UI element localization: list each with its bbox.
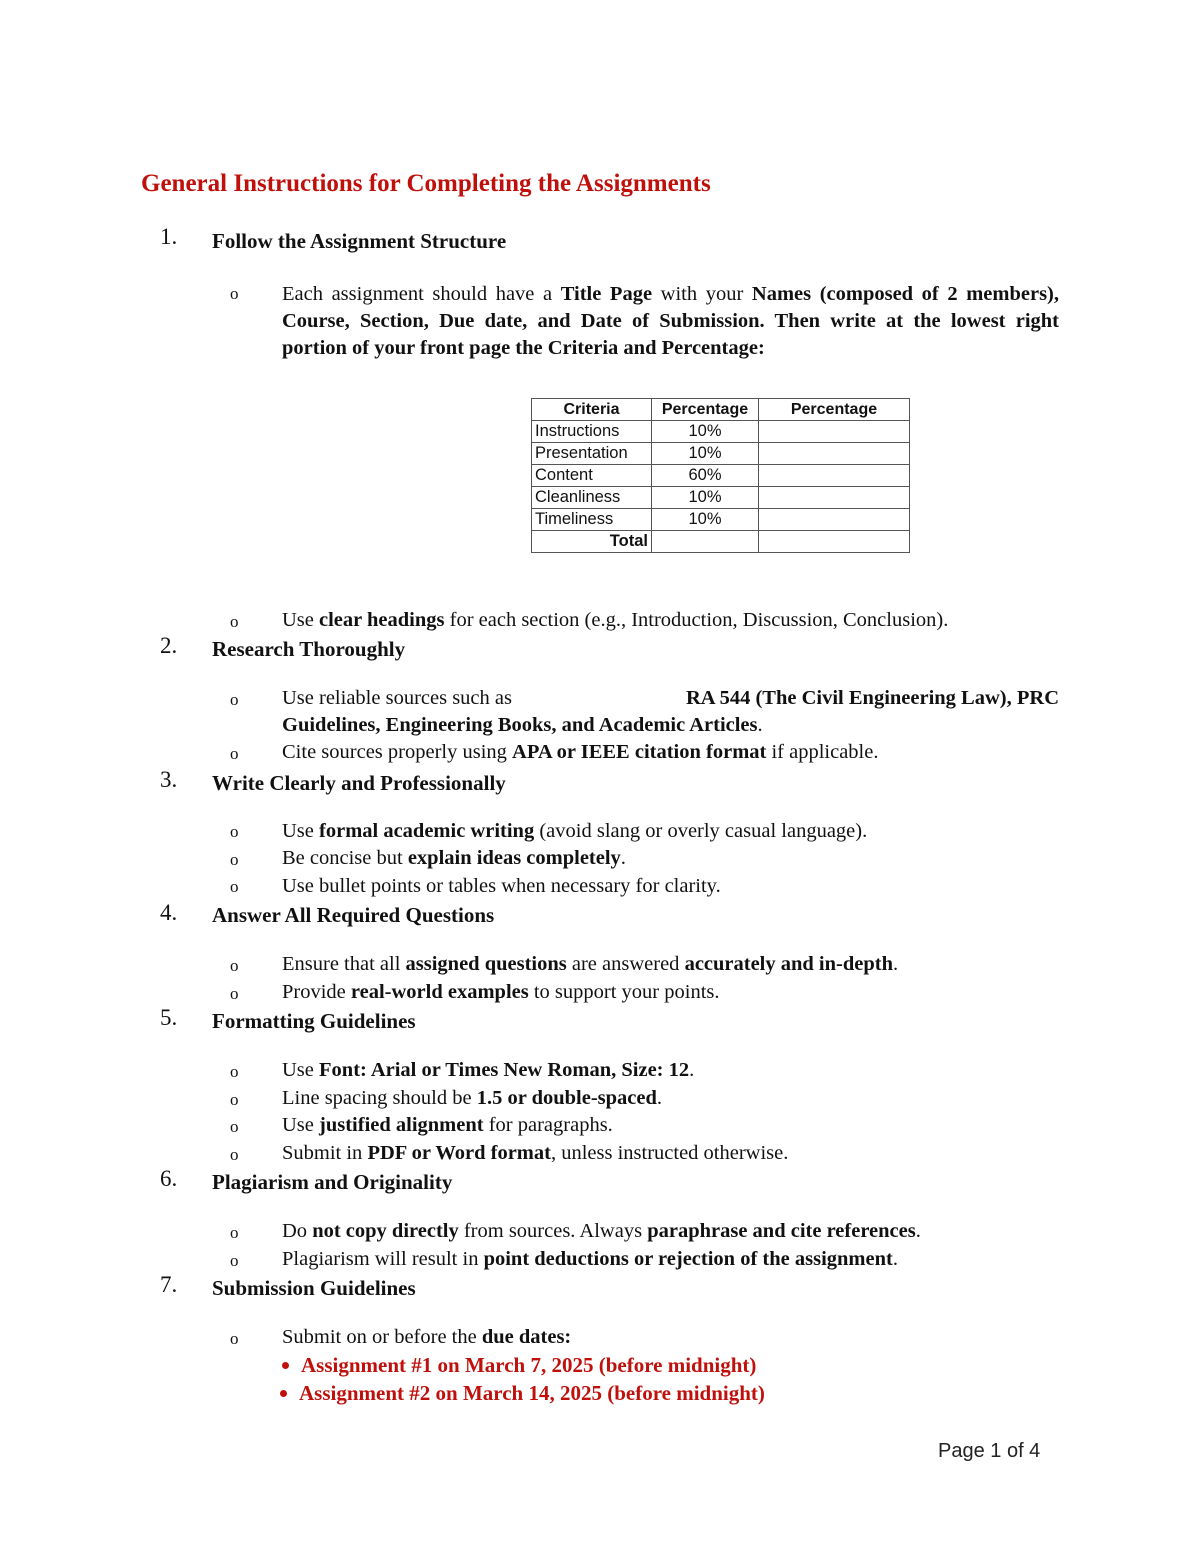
table-cell <box>759 465 910 487</box>
section-heading: Research Thoroughly <box>212 637 406 661</box>
bullet-icon: o <box>230 612 239 631</box>
section-number: 4. <box>160 900 178 925</box>
section-number: 2. <box>160 633 178 658</box>
list-item: Each assignment should have a Title Page with your Names (composed of 2 members), Course, Section, Due date, and Date of Submission. Then write at the lowest right portion of your front page the Criteria and Percentage: <box>282 283 1059 359</box>
bullet-icon: o <box>230 284 239 303</box>
bullet-icon: o <box>230 744 239 763</box>
list-item: Be concise but explain ideas completely. <box>282 847 626 869</box>
bullet-icon: o <box>230 1062 239 1081</box>
table-cell: 10% <box>652 509 759 531</box>
list-item: Use formal academic writing (avoid slang or overly casual language). <box>282 820 868 842</box>
bullet-icon: o <box>230 984 239 1003</box>
table-total-row <box>532 531 910 553</box>
list-item: Do not copy directly from sources. Always paraphrase and cite references. <box>282 1220 921 1242</box>
table-cell <box>759 421 910 443</box>
table-header: Percentage <box>652 399 759 421</box>
table-row <box>532 443 910 465</box>
section-number: 3. <box>160 767 178 792</box>
page-title: General Instructions for Completing the Assignments <box>141 170 711 197</box>
table-header-row <box>532 399 910 421</box>
bullet-icon: o <box>230 822 239 841</box>
table-cell <box>759 443 910 465</box>
list-item: Use clear headings for each section (e.g., Introduction, Discussion, Conclusion). <box>282 609 949 631</box>
list-item: Use Font: Arial or Times New Roman, Size: 12. <box>282 1059 695 1081</box>
table-cell: Cleanliness <box>532 487 652 509</box>
bullet-icon: o <box>230 877 239 896</box>
criteria-table <box>531 398 910 553</box>
section-number: 6. <box>160 1166 178 1191</box>
table-header: Criteria <box>532 399 652 421</box>
bullet-icon: o <box>230 1090 239 1109</box>
table-row <box>532 487 910 509</box>
bullet-icon: o <box>230 1117 239 1136</box>
list-item-continued: Guidelines, Engineering Books, and Academic Articles. <box>282 714 763 736</box>
section-number: 1. <box>160 224 178 249</box>
bullet-icon: o <box>230 1329 239 1348</box>
section-heading: Write Clearly and Professionally <box>212 771 506 795</box>
table-cell <box>759 487 910 509</box>
list-item: Ensure that all assigned questions are answered accurately and in-depth. <box>282 953 899 975</box>
list-item: Use justified alignment for paragraphs. <box>282 1114 613 1136</box>
table-cell <box>759 509 910 531</box>
bullet-icon: o <box>230 1223 239 1242</box>
section-heading: Submission Guidelines <box>212 1276 416 1300</box>
table-cell <box>759 531 910 553</box>
bullet-dot-icon <box>282 1362 289 1369</box>
list-item: Submit on or before the due dates: <box>282 1326 572 1348</box>
section-heading: Answer All Required Questions <box>212 903 495 927</box>
table-row <box>532 421 910 443</box>
due-date-item: Assignment #1 on March 7, 2025 (before midnight) <box>282 1353 756 1378</box>
table-cell: Content <box>532 465 652 487</box>
table-cell: Instructions <box>532 421 652 443</box>
bullet-icon: o <box>230 1251 239 1270</box>
table-cell: 60% <box>652 465 759 487</box>
section-heading: Follow the Assignment Structure <box>212 229 507 253</box>
list-item: Provide real-world examples to support your points. <box>282 981 720 1003</box>
table-cell: Presentation <box>532 443 652 465</box>
table-cell: Timeliness <box>532 509 652 531</box>
bullet-icon: o <box>230 956 239 975</box>
list-item: Cite sources properly using APA or IEEE citation format if applicable. <box>282 741 879 763</box>
table-cell: 10% <box>652 443 759 465</box>
section-number: 5. <box>160 1005 178 1030</box>
section-number: 7. <box>160 1272 178 1297</box>
table-header: Percentage <box>759 399 910 421</box>
table-row <box>532 509 910 531</box>
list-item: Submit in PDF or Word format, unless instructed otherwise. <box>282 1142 789 1164</box>
page-number: Page 1 of 4 <box>938 1440 1041 1462</box>
section-heading: Formatting Guidelines <box>212 1009 416 1033</box>
list-item: Use reliable sources such as RA 544 (The Civil Engineering Law), PRC <box>282 687 1059 709</box>
list-item: Use bullet points or tables when necessary for clarity. <box>282 875 721 897</box>
table-cell: 10% <box>652 487 759 509</box>
list-item: Plagiarism will result in point deductions or rejection of the assignment. <box>282 1248 898 1270</box>
bullet-dot-icon <box>280 1390 287 1397</box>
table-row <box>532 465 910 487</box>
bullet-icon: o <box>230 850 239 869</box>
section-heading: Plagiarism and Originality <box>212 1170 453 1194</box>
list-item: Line spacing should be 1.5 or double-spaced. <box>282 1087 662 1109</box>
due-date-item: Assignment #2 on March 14, 2025 (before midnight) <box>280 1381 765 1406</box>
bullet-icon: o <box>230 690 239 709</box>
table-cell <box>652 531 759 553</box>
bullet-icon: o <box>230 1145 239 1164</box>
table-cell: 10% <box>652 421 759 443</box>
table-total-label: Total <box>532 531 652 553</box>
